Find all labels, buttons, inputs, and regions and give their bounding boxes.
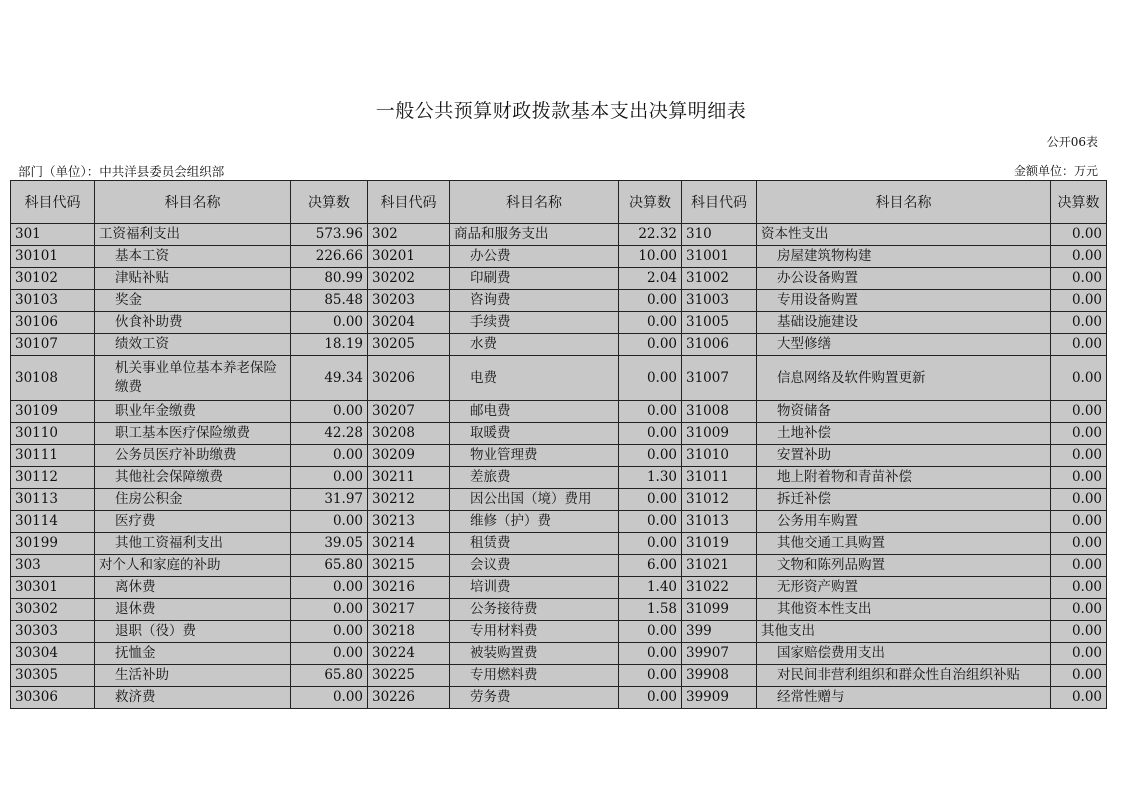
account-name: 其他交通工具购置: [757, 533, 1051, 555]
final-amount: 0.00: [619, 423, 682, 445]
account-code: 31012: [682, 489, 757, 511]
account-code: 31099: [682, 599, 757, 621]
account-code: 31019: [682, 533, 757, 555]
account-name: 基本工资: [95, 246, 291, 268]
account-code: 302: [368, 224, 450, 246]
final-amount: 0.00: [291, 511, 368, 533]
final-amount: 0.00: [619, 290, 682, 312]
table-row: [11, 599, 1107, 621]
table-row: [11, 445, 1107, 467]
account-code: 39908: [682, 665, 757, 687]
account-name: 医疗费: [95, 511, 291, 533]
account-name: 拆迁补偿: [757, 489, 1051, 511]
final-amount: 0.00: [619, 665, 682, 687]
table-row: [11, 356, 1107, 401]
final-amount: 0.00: [1051, 467, 1107, 489]
final-amount: 0.00: [619, 334, 682, 356]
account-code: 31013: [682, 511, 757, 533]
table-row: [11, 224, 1107, 246]
account-name: 职业年金缴费: [95, 401, 291, 423]
final-amount: 6.00: [619, 555, 682, 577]
account-name: 救济费: [95, 687, 291, 709]
account-name: 公务员医疗补助缴费: [95, 445, 291, 467]
account-name: 文物和陈列品购置: [757, 555, 1051, 577]
account-code: 31001: [682, 246, 757, 268]
final-amount: 2.04: [619, 268, 682, 290]
account-code: 30204: [368, 312, 450, 334]
final-amount: 0.00: [1051, 489, 1107, 511]
final-amount: 226.66: [291, 246, 368, 268]
account-code: 30201: [368, 246, 450, 268]
final-amount: 42.28: [291, 423, 368, 445]
final-amount: 0.00: [1051, 401, 1107, 423]
header-code-3: 科目代码: [682, 181, 757, 224]
final-amount: 0.00: [619, 489, 682, 511]
final-amount: 85.48: [291, 290, 368, 312]
final-amount: 0.00: [1051, 334, 1107, 356]
header-amount-2: 决算数: [619, 181, 682, 224]
account-name: 咨询费: [450, 290, 619, 312]
account-code: 31021: [682, 555, 757, 577]
account-name: 物资储备: [757, 401, 1051, 423]
form-code: 公开06表: [1046, 135, 1098, 149]
account-name: 机关事业单位基本养老保险缴费: [95, 356, 291, 401]
final-amount: 0.00: [1051, 687, 1107, 709]
account-name: 办公费: [450, 246, 619, 268]
table-row: [11, 511, 1107, 533]
account-code: 30107: [11, 334, 95, 356]
account-name: 专用燃料费: [450, 665, 619, 687]
account-name: 其他支出: [757, 621, 1051, 643]
final-amount: 0.00: [1051, 290, 1107, 312]
account-name: 生活补助: [95, 665, 291, 687]
header-amount-3: 决算数: [1051, 181, 1107, 224]
account-name: 职工基本医疗保险缴费: [95, 423, 291, 445]
table-row: [11, 334, 1107, 356]
account-code: 30225: [368, 665, 450, 687]
account-name: 其他社会保障缴费: [95, 467, 291, 489]
final-amount: 39.05: [291, 533, 368, 555]
account-code: 30301: [11, 577, 95, 599]
account-name: 电费: [450, 356, 619, 401]
final-amount: 0.00: [1051, 577, 1107, 599]
account-code: 39907: [682, 643, 757, 665]
account-name: 因公出国（境）费用: [450, 489, 619, 511]
final-amount: 0.00: [619, 533, 682, 555]
table-row: [11, 621, 1107, 643]
account-name: 会议费: [450, 555, 619, 577]
final-amount: 0.00: [1051, 555, 1107, 577]
expenditure-detail-table: [10, 180, 1107, 709]
account-code: 30112: [11, 467, 95, 489]
table-row: [11, 246, 1107, 268]
account-name: 抚恤金: [95, 643, 291, 665]
final-amount: 0.00: [1051, 599, 1107, 621]
table-row: [11, 643, 1107, 665]
account-name: 离休费: [95, 577, 291, 599]
account-code: 30111: [11, 445, 95, 467]
account-code: 30215: [368, 555, 450, 577]
final-amount: 0.00: [619, 445, 682, 467]
account-name: 国家赔偿费用支出: [757, 643, 1051, 665]
table-row: [11, 687, 1107, 709]
account-code: 30304: [11, 643, 95, 665]
final-amount: 0.00: [291, 577, 368, 599]
account-name: 维修（护）费: [450, 511, 619, 533]
final-amount: 0.00: [619, 356, 682, 401]
account-name: 对民间非营利组织和群众性自治组织补贴: [757, 665, 1051, 687]
final-amount: 80.99: [291, 268, 368, 290]
final-amount: 0.00: [291, 401, 368, 423]
account-code: 31010: [682, 445, 757, 467]
final-amount: 0.00: [1051, 511, 1107, 533]
account-code: 31003: [682, 290, 757, 312]
final-amount: 0.00: [619, 621, 682, 643]
final-amount: 18.19: [291, 334, 368, 356]
account-name: 培训费: [450, 577, 619, 599]
account-code: 30108: [11, 356, 95, 401]
table-row: [11, 290, 1107, 312]
account-code: 30224: [368, 643, 450, 665]
account-name: 住房公积金: [95, 489, 291, 511]
account-code: 31008: [682, 401, 757, 423]
account-name: 差旅费: [450, 467, 619, 489]
account-code: 31002: [682, 268, 757, 290]
final-amount: 0.00: [1051, 445, 1107, 467]
account-code: 30213: [368, 511, 450, 533]
account-code: 399: [682, 621, 757, 643]
account-code: 30207: [368, 401, 450, 423]
table-row: [11, 268, 1107, 290]
account-name: 无形资产购置: [757, 577, 1051, 599]
department-label: 部门（单位）：中共洋县委员会组织部: [18, 164, 225, 179]
account-name: 办公设备购置: [757, 268, 1051, 290]
final-amount: 0.00: [1051, 621, 1107, 643]
account-code: 30212: [368, 489, 450, 511]
account-name: 地上附着物和青苗补偿: [757, 467, 1051, 489]
account-code: 31005: [682, 312, 757, 334]
final-amount: 0.00: [1051, 423, 1107, 445]
final-amount: 1.40: [619, 577, 682, 599]
account-name: 退职（役）费: [95, 621, 291, 643]
account-code: 30109: [11, 401, 95, 423]
table-body: [11, 224, 1107, 709]
account-code: 30106: [11, 312, 95, 334]
account-name: 信息网络及软件购置更新: [757, 356, 1051, 401]
final-amount: 65.80: [291, 555, 368, 577]
final-amount: 0.00: [291, 687, 368, 709]
final-amount: 1.58: [619, 599, 682, 621]
account-name: 基础设施建设: [757, 312, 1051, 334]
account-name: 对个人和家庭的补助: [95, 555, 291, 577]
final-amount: 0.00: [291, 467, 368, 489]
account-code: 31007: [682, 356, 757, 401]
account-name: 劳务费: [450, 687, 619, 709]
account-name: 被装购置费: [450, 643, 619, 665]
final-amount: 0.00: [291, 445, 368, 467]
header-name-3: 科目名称: [757, 181, 1051, 224]
account-code: 30103: [11, 290, 95, 312]
account-code: 30211: [368, 467, 450, 489]
final-amount: 1.30: [619, 467, 682, 489]
final-amount: 0.00: [1051, 224, 1107, 246]
account-name: 取暖费: [450, 423, 619, 445]
header-name-1: 科目名称: [95, 181, 291, 224]
account-code: 30206: [368, 356, 450, 401]
account-name: 专用材料费: [450, 621, 619, 643]
account-code: 30216: [368, 577, 450, 599]
account-code: 30205: [368, 334, 450, 356]
account-name: 手续费: [450, 312, 619, 334]
account-code: 30113: [11, 489, 95, 511]
account-code: 30218: [368, 621, 450, 643]
account-name: 邮电费: [450, 401, 619, 423]
account-code: 30226: [368, 687, 450, 709]
final-amount: 0.00: [291, 312, 368, 334]
account-code: 30303: [11, 621, 95, 643]
report-title: 一般公共预算财政拨款基本支出决算明细表: [375, 100, 747, 122]
account-code: 39909: [682, 687, 757, 709]
header-name-2: 科目名称: [450, 181, 619, 224]
final-amount: 0.00: [619, 312, 682, 334]
account-name: 资本性支出: [757, 224, 1051, 246]
final-amount: 49.34: [291, 356, 368, 401]
account-code: 30209: [368, 445, 450, 467]
account-name: 租赁费: [450, 533, 619, 555]
account-name: 专用设备购置: [757, 290, 1051, 312]
account-code: 30202: [368, 268, 450, 290]
account-code: 30306: [11, 687, 95, 709]
final-amount: 0.00: [1051, 533, 1107, 555]
account-name: 退休费: [95, 599, 291, 621]
account-name: 土地补偿: [757, 423, 1051, 445]
account-name: 奖金: [95, 290, 291, 312]
account-code: 31022: [682, 577, 757, 599]
account-code: 30199: [11, 533, 95, 555]
account-code: 31009: [682, 423, 757, 445]
account-code: 30214: [368, 533, 450, 555]
account-code: 30208: [368, 423, 450, 445]
final-amount: 0.00: [1051, 246, 1107, 268]
account-name: 其他资本性支出: [757, 599, 1051, 621]
amount-unit-label: 金额单位：万元: [1013, 164, 1098, 178]
table-row: [11, 533, 1107, 555]
table-row: [11, 555, 1107, 577]
table-row: [11, 467, 1107, 489]
final-amount: 0.00: [1051, 356, 1107, 401]
account-code: 30305: [11, 665, 95, 687]
account-name: 商品和服务支出: [450, 224, 619, 246]
account-code: 30203: [368, 290, 450, 312]
account-code: 301: [11, 224, 95, 246]
final-amount: 0.00: [619, 687, 682, 709]
account-name: 津贴补贴: [95, 268, 291, 290]
account-name: 绩效工资: [95, 334, 291, 356]
final-amount: 0.00: [1051, 665, 1107, 687]
account-code: 30302: [11, 599, 95, 621]
account-code: 31011: [682, 467, 757, 489]
final-amount: 22.32: [619, 224, 682, 246]
header-amount-1: 决算数: [291, 181, 368, 224]
account-name: 工资福利支出: [95, 224, 291, 246]
account-name: 印刷费: [450, 268, 619, 290]
final-amount: 10.00: [619, 246, 682, 268]
table-row: [11, 401, 1107, 423]
table-row: [11, 577, 1107, 599]
account-name: 伙食补助费: [95, 312, 291, 334]
header-code-2: 科目代码: [368, 181, 450, 224]
final-amount: 0.00: [619, 511, 682, 533]
final-amount: 0.00: [291, 599, 368, 621]
account-name: 公务用车购置: [757, 511, 1051, 533]
final-amount: 31.97: [291, 489, 368, 511]
account-code: 30217: [368, 599, 450, 621]
account-code: 30110: [11, 423, 95, 445]
account-code: 310: [682, 224, 757, 246]
table-row: [11, 489, 1107, 511]
account-code: 30101: [11, 246, 95, 268]
final-amount: 0.00: [1051, 312, 1107, 334]
final-amount: 0.00: [1051, 268, 1107, 290]
final-amount: 0.00: [619, 643, 682, 665]
account-name: 其他工资福利支出: [95, 533, 291, 555]
account-code: 30114: [11, 511, 95, 533]
account-name: 安置补助: [757, 445, 1051, 467]
account-name: 经常性赠与: [757, 687, 1051, 709]
final-amount: 573.96: [291, 224, 368, 246]
account-name: 房屋建筑物构建: [757, 246, 1051, 268]
account-code: 30102: [11, 268, 95, 290]
final-amount: 0.00: [291, 643, 368, 665]
table-row: [11, 312, 1107, 334]
account-name: 物业管理费: [450, 445, 619, 467]
header-code-1: 科目代码: [11, 181, 95, 224]
account-name: 水费: [450, 334, 619, 356]
header-row: [11, 181, 1107, 224]
table-row: [11, 423, 1107, 445]
account-code: 303: [11, 555, 95, 577]
final-amount: 65.80: [291, 665, 368, 687]
account-name: 大型修缮: [757, 334, 1051, 356]
account-name: 公务接待费: [450, 599, 619, 621]
final-amount: 0.00: [1051, 643, 1107, 665]
table-row: [11, 665, 1107, 687]
account-code: 31006: [682, 334, 757, 356]
final-amount: 0.00: [291, 621, 368, 643]
final-amount: 0.00: [619, 401, 682, 423]
